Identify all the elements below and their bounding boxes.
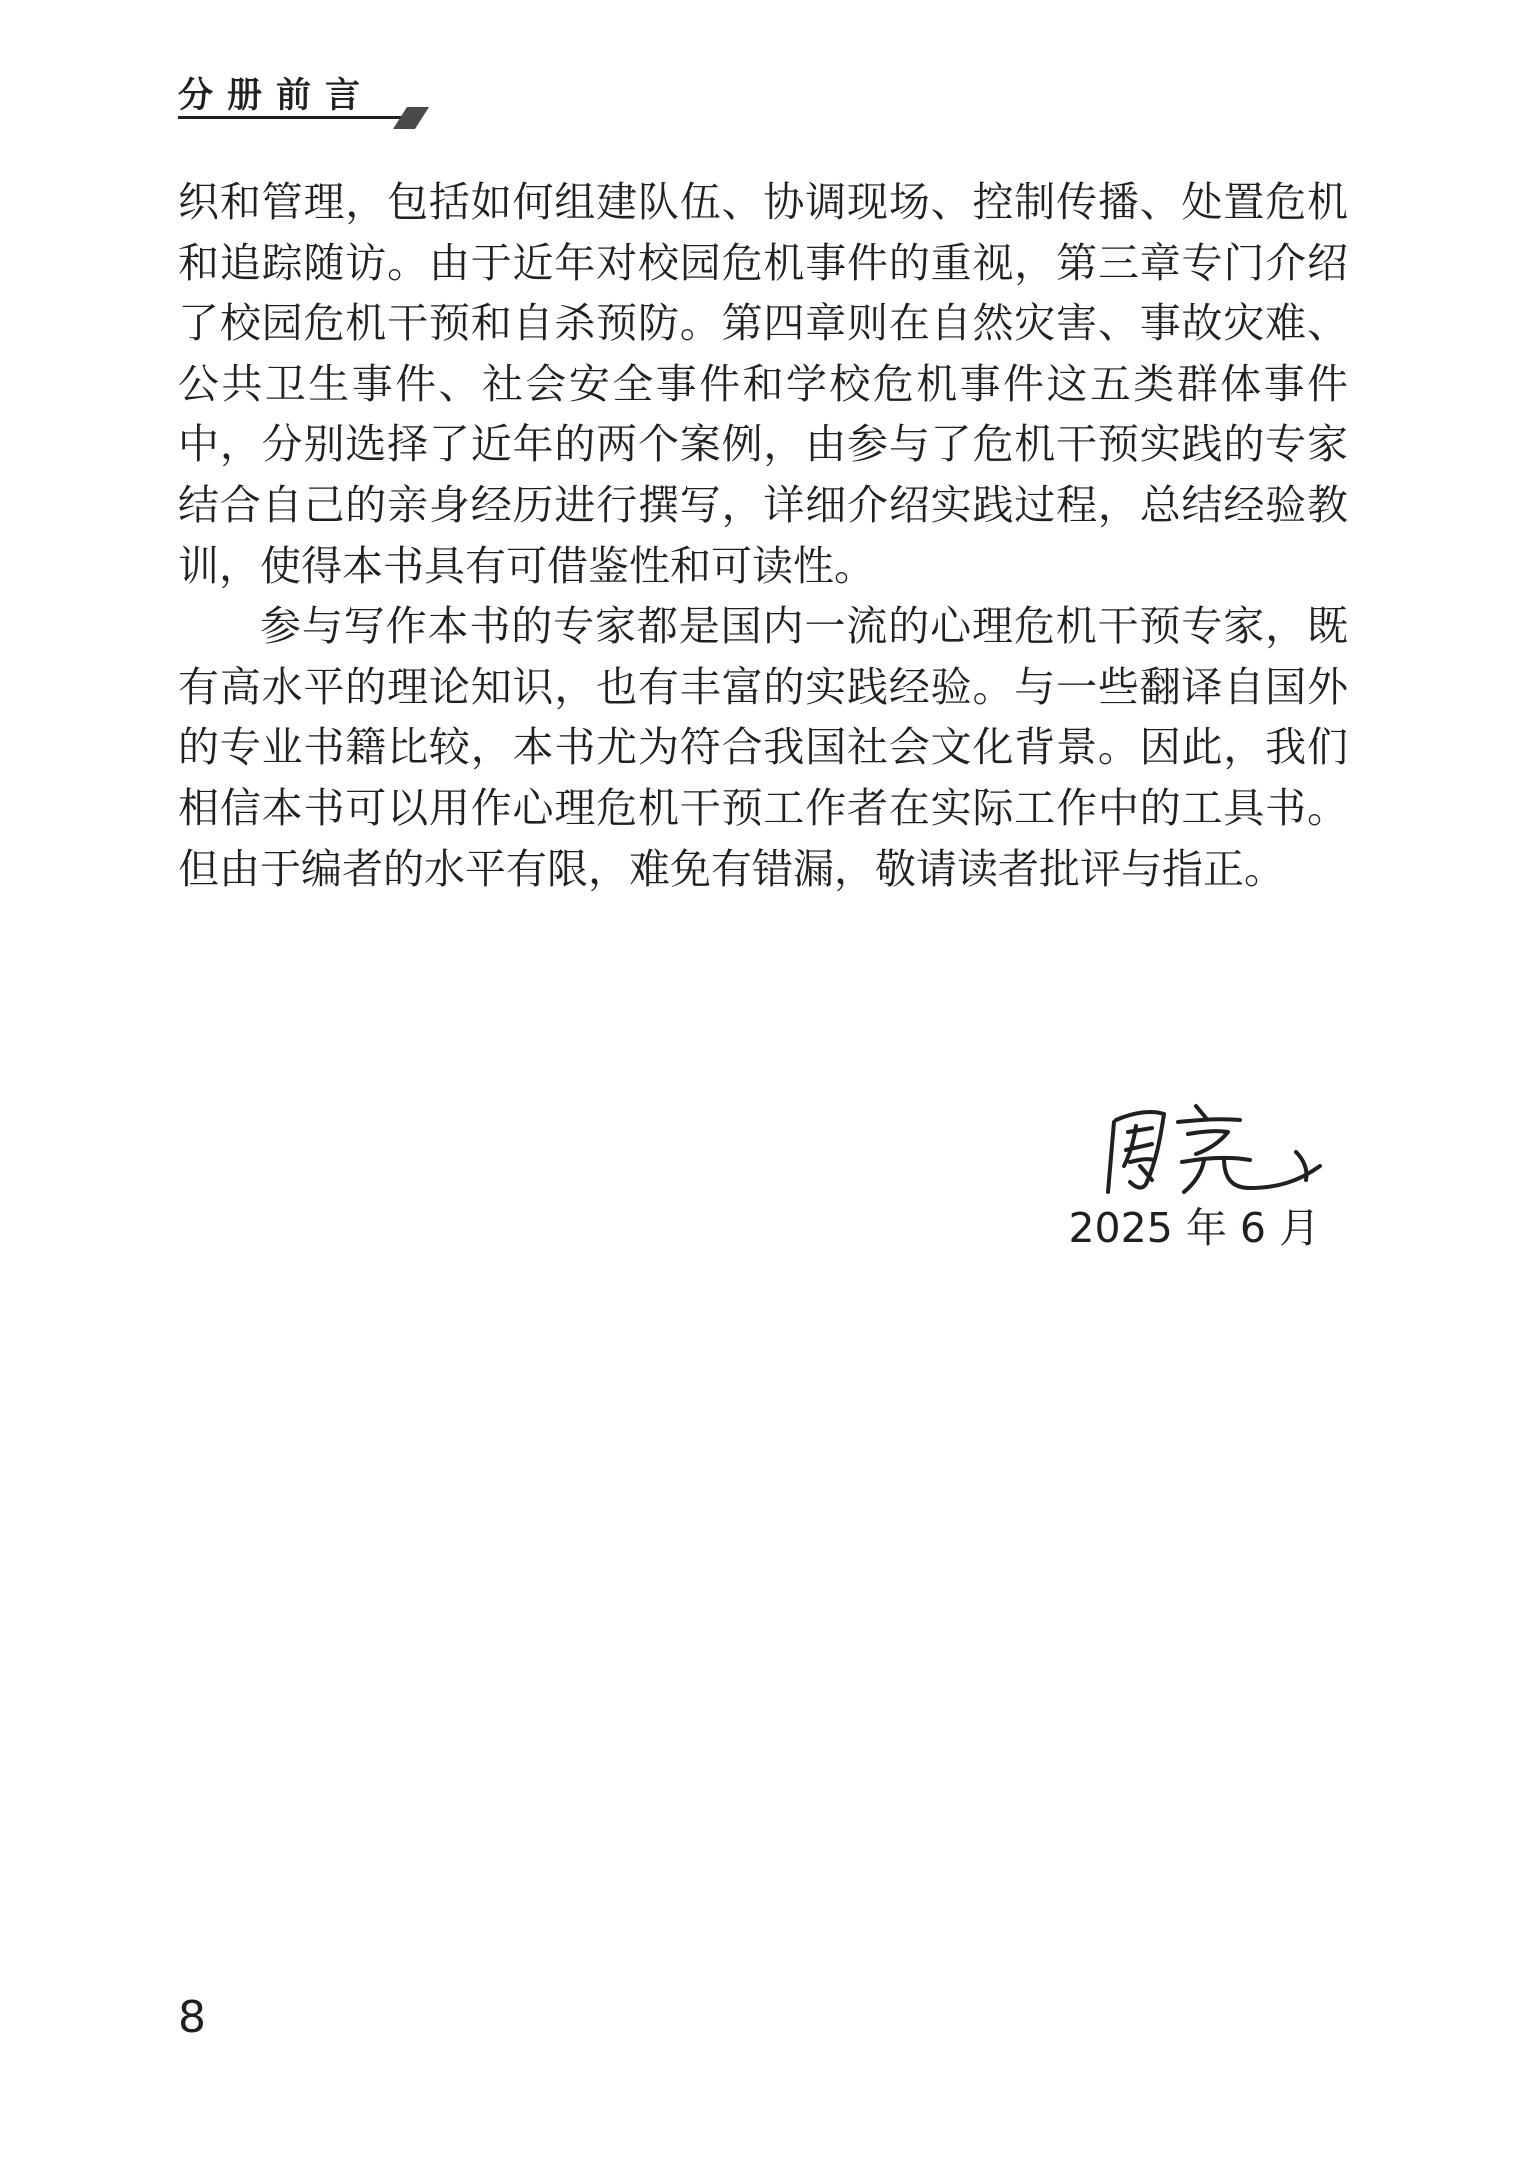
body-text [178, 172, 1348, 899]
page-number: 8 [178, 1992, 206, 2043]
paragraph-continued: 织和管理，包括如何组建队伍、协调现场、控制传播、处置危机和追踪随访。由于近年对校园危机事件的重视，第三章专门介绍了校园危机干预和自杀预防。第四章则在自然灾害、事故灾难、公共卫生事件、社会安全事件和学校危机事件这五类群体事件中，分别选择了近年的两个案例，由参与了危机干预实践的专家结合自己的亲身经历进行撰写，详细介绍实践过程，总结经验教训，使得本书具有可借鉴性和可读性。 [178, 178, 1348, 590]
paragraph: 参与写作本书的专家都是国内一流的心理危机干预专家，既有高水平的理论知识，也有丰富的实践经验。与一些翻译自国外的专业书籍比较，本书尤为符合我国社会文化背景。因此，我们相信本书可以用作心理危机干预工作者在实际工作中的工具书。但由于编者的水平有限，难免有错漏，敬请读者批评与指正。 [178, 602, 1348, 893]
date-line: 2025 年 6 月 [1068, 1204, 1320, 1252]
header-rule-accent [393, 107, 429, 129]
section-title: 分册前言 [178, 76, 375, 116]
header-rule [178, 116, 414, 119]
running-header [178, 62, 428, 132]
author-signature [1100, 1100, 1330, 1200]
